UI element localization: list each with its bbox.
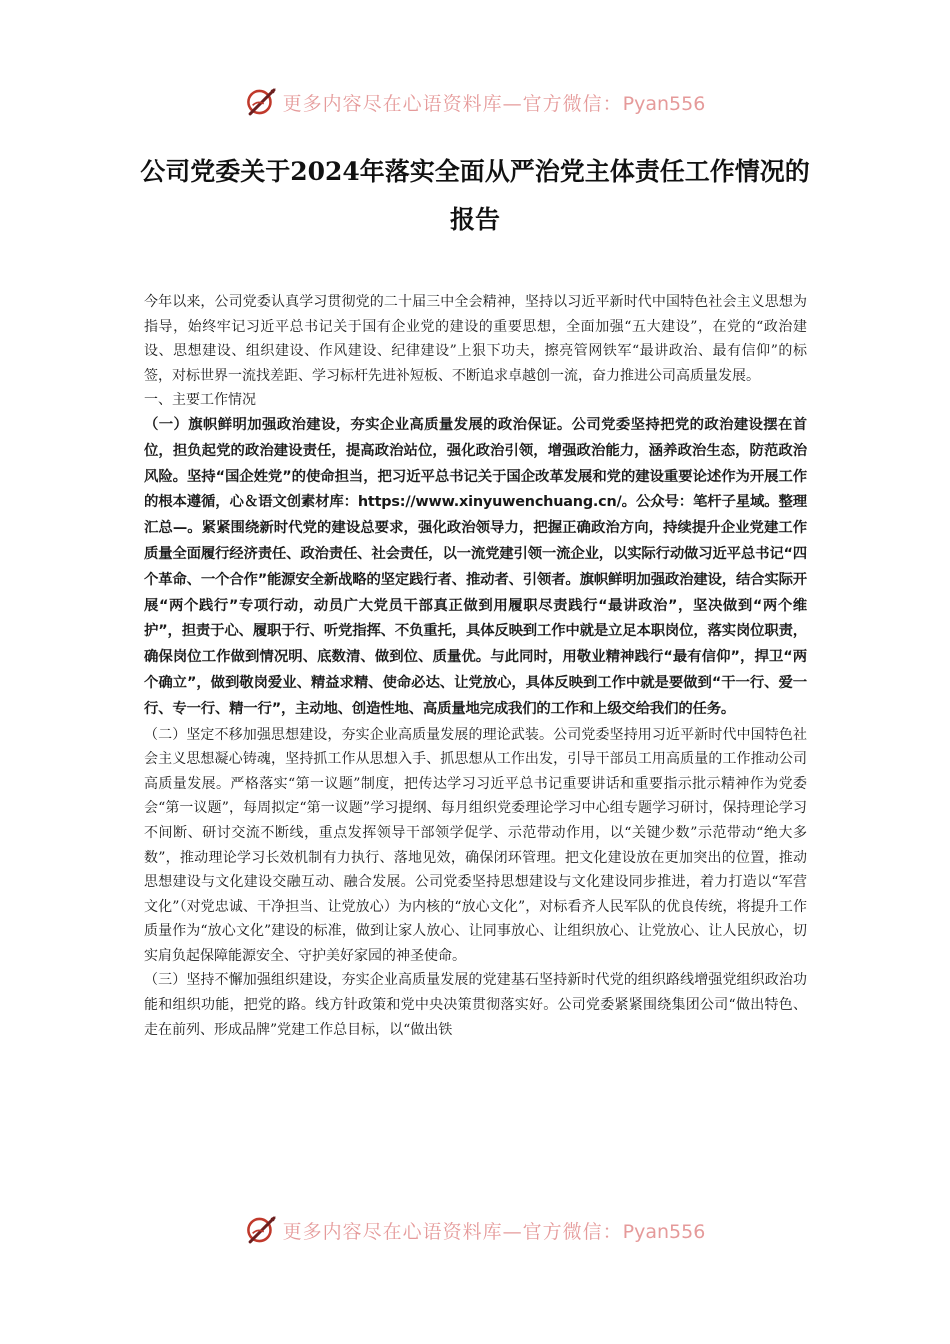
pen-logo-icon [245,1213,279,1247]
watermark-text: 更多内容尽在心语资料库—官方微信：Pyan556 [282,92,706,115]
pen-logo-icon [245,85,279,119]
document-title: 公司党委关于2024年落实全面从严治党主体责任工作情况的报告 [140,157,810,234]
wechat-account: Pyan556 [622,1220,706,1243]
ideological-building-paragraph: （二）坚定不移加强思想建设，夯实企业高质量发展的理论武装。公司党委坚持用习近平新时代中国特色社会主义思想凝心铸魂，坚持抓工作从思想入手、抓思想从工作出发，引导干部员工用高质量的工作推动公司高质量发展。严格落实“第一议题”制度，把传达学习习近平总书记重要讲话和重要指示批示精神作为党委会“第一议题”，每周拟定“第一议题”学习提纲、每月组织党委理论学习中心组专题学习研讨，保持理论学习不间断、研讨交流不断线，重点发挥领导干部领学促学、示范带动作用，以“关键少数”示范带动“绝大多数”，推动理论学习长效机制有力执行、落地见效，确保闭环管理。把文化建设放在更加突出的位置，推动思想建设与文化建设交融互动、融合发展。公司党委坚持思想建设与文化建设同步推进，着力打造以“军营文化”（对党忠诚、干净担当、让党放心）为内核的“放心文化”，对标看齐人民军队的优良传统，将提升工作质量作为“放心文化”建设的标准，做到让家人放心、让同事放心、让组织放心、让党放心、让人民放心，切实肩负起保障能源安全、守护美好家园的神圣使命。 [144,726,807,964]
intro-paragraph: 今年以来，公司党委认真学习贯彻党的二十届三中全会精神，坚持以习近平新时代中国特色社会主义思想为指导，始终牢记习近平总书记关于国有企业党的建设的重要思想，全面加强“五大建设”，在党的“政治建设、思想建设、组织建设、作风建设、纪律建设”上狠下功夫，擦亮管网铁军“最讲政治、最有信仰”的标签，对标世界一流找差距、学习标杆先进补短板、不断追求卓越创一流，奋力推进公司高质量发展。 [144,294,807,384]
political-building-paragraph: （一）旗帜鲜明加强政治建设，夯实企业高质量发展的政治保证。公司党委坚持把党的政治建设摆在首位，担负起党的政治建设责任，提高政治站位，强化政治引领，增强政治能力，涵养政治生态，防范政治风险。坚持“国企姓党”的使命担当，把习近平总书记关于国企改革发展和党的建设重要论述作为开展工作的根本遵循，心＆语文创素材库：https://www.xinyuwenchuang.cn/。公众号：笔杆子星域。整理汇总—。紧紧围绕新时代党的建设总要求，强化政治领导力，把握正确政治方向，持续提升企业党建工作质量全面履行经济责任、政治责任、社会责任，以一流党建引领一流企业，以实际行动做习近平总书记“四个革命、一个合作”能源安全新战略的坚定践行者、推动者、引领者。旗帜鲜明加强政治建设，结合实际开展“两个践行”专项行动，动员广大党员干部真正做到用履职尽责践行“最讲政治”，坚决做到“两个维护”，担责于心、履职于行、听党指挥、不负重托，具体反映到工作中就是立足本职岗位，落实岗位职责，确保岗位工作做到情况明、底数清、做到位、质量优。与此同时，用敬业精神践行“最有信仰”，捍卫“两个确立”，做到敬岗爱业、精益求精、使命必达、让党放心，具体反映到工作中就是要做到“干一行、爱一行、专一行、精一行”，主动地、创造性地、高质量地完成我们的工作和上级交给我们的任务。 [144,416,807,717]
watermark-banner-top [0,82,950,122]
organizational-building-paragraph: （三）坚持不懈加强组织建设，夯实企业高质量发展的党建基石坚持新时代党的组织路线增强党组织政治功能和组织功能，把党的路。线方针政策和党中央决策贯彻落实好。公司党委紧紧围绕集团公司“做出特色、走在前列、形成品牌”党建工作总目标，以“做出铁 [144,972,807,1038]
watermark-text: 更多内容尽在心语资料库—官方微信：Pyan556 [282,1220,706,1243]
section-heading: 一、主要工作情况 [144,392,256,409]
document-body [144,290,807,1042]
wechat-account: Pyan556 [622,92,706,115]
watermark-banner-bottom [0,1210,950,1250]
